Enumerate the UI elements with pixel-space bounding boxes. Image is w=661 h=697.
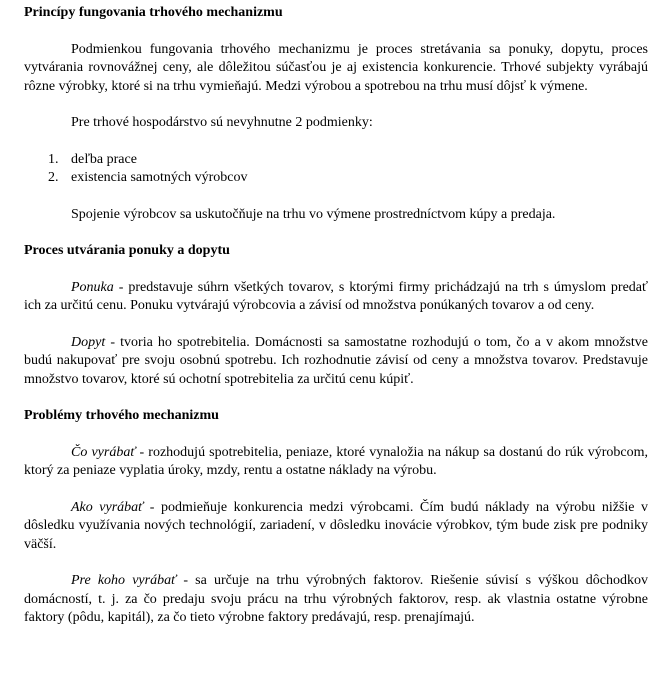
section-heading-problems: Problémy trhového mechanizmu: [24, 408, 219, 423]
section-heading-supply-demand: Proces utvárania ponuky a dopytu: [24, 243, 230, 258]
list-item: [24, 151, 648, 170]
term-co-vyrabat: Čo vyrábať: [71, 444, 136, 460]
document-page: [24, 4, 648, 628]
definition-co-vyrabat: - rozhodujú spotrebitelia, peniaze, ktoré vynaložia na nákup sa dostanú do rúk výrobcom, ktorý za peniaze vyplatia úroky, mzdy, rentu a ostatne náklady na výrobu.: [24, 444, 648, 478]
list-item-number: 1.: [48, 151, 59, 167]
paragraph-pre-koho-vyrabat: [24, 572, 648, 628]
paragraph-market-mechanism: Podmienkou fungovania trhového mechanizmu je proces stretávania sa ponuky, dopytu, proces vytvárania rovnovážnej ceny, ale dôležitou súčasťou je aj existencia konkurencie. Trhové subjekty vyrábajú rôzne výrobky, ktoré si na trhu vymieňajú. Medzi výrobou a spotrebou na trhu musí dôjsť k výmene.: [24, 41, 648, 94]
section-heading-principles: Princípy fungovania trhového mechanizmu: [24, 5, 283, 20]
term-dopyt: Dopyt: [71, 334, 106, 350]
term-ako-vyrabat: Ako vyrábať: [71, 499, 144, 515]
paragraph-conditions-intro: Pre trhové hospodárstvo sú nevyhnutne 2 podmienky:: [71, 115, 373, 130]
list-item-text: deľba prace: [71, 151, 137, 167]
paragraph-ponuka: [24, 279, 648, 316]
paragraph-producers-connection: Spojenie výrobcov sa uskutočňuje na trhu vo výmene prostredníctvom kúpy a predaja.: [71, 206, 556, 222]
paragraph-ako-vyrabat: [24, 499, 648, 555]
conditions-list: [24, 151, 648, 188]
definition-ponuka: - predstavuje súhrn všetkých tovarov, s ktorými firmy prichádzajú na trh s úmyslom predať ich za určitú cenu. Ponuku vytvárajú výrobcovia a závisí od množstva ponúkaných tovarov a od ceny.: [24, 279, 648, 313]
definition-dopyt: - tvoria ho spotrebitelia. Domácnosti sa samostatne rozhodujú o tom, čo a v akom množstve budú nakupovať pre svoju osobnú spotrebu. Ich rozhodnutie závisí od ceny a množstva tovarov. Predstavuje množstvo tovarov, ktoré sú ochotní spotrebitelia za určitú cenu kúpiť.: [24, 334, 648, 387]
list-item: [24, 169, 648, 188]
definition-ako-vyrabat: - podmieňuje konkurencia medzi výrobcami. Čím budú náklady na výrobu nižšie v dôsledku využívania nových technológií, zariadení, v dôsledku inovácie výrobkov, tým bude zisk pre podniky väčší.: [24, 499, 649, 552]
paragraph-dopyt: [24, 334, 648, 390]
paragraph-co-vyrabat: [24, 444, 648, 481]
list-item-text: existencia samotných výrobcov: [71, 170, 248, 185]
definition-pre-koho-vyrabat: - sa určuje na trhu výrobných faktorov. Riešenie súvisí s výškou dôchodkov domácností, t. j. za čo predaju svoju prácu na trhu výrobných faktorov, resp. ak vlastnia ostatne výrobne faktory (pôdu, kapitál), za čo tieto výrobne faktory predávajú, resp. prenajímajú.: [24, 573, 648, 625]
term-ponuka: Ponuka: [71, 279, 114, 295]
list-item-number: 2.: [48, 170, 59, 185]
term-pre-koho-vyrabat: Pre koho vyrábať: [71, 573, 177, 588]
